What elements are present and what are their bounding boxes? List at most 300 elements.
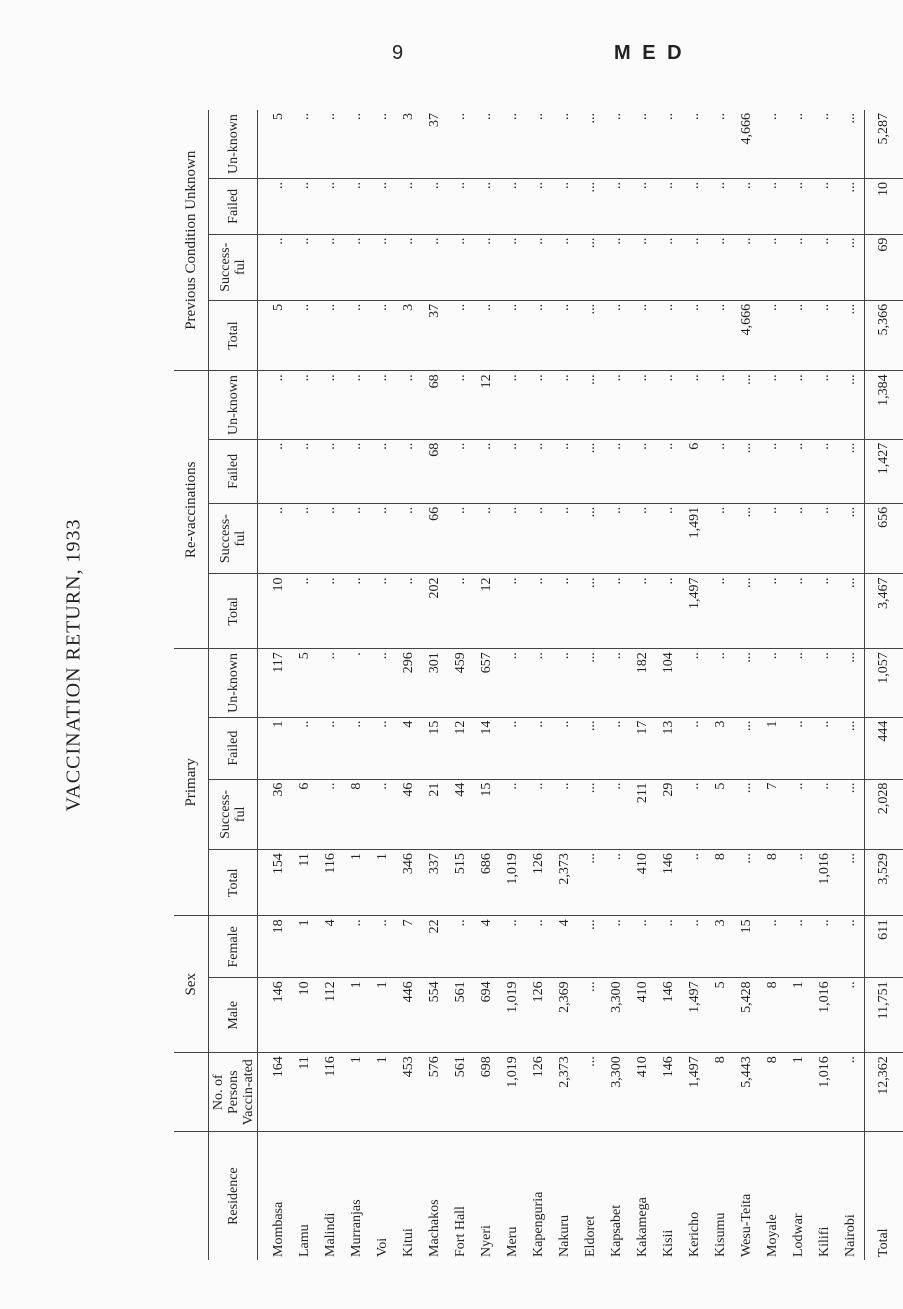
- residence-cell: Lamu: [297, 1224, 312, 1257]
- value-cell: ..: [552, 439, 578, 503]
- value-cell: ..: [370, 234, 396, 300]
- value-cell: ..: [500, 717, 526, 779]
- value-cell: 4,666: [734, 110, 760, 179]
- value-cell: ...: [838, 850, 865, 916]
- value-cell: ..: [318, 110, 344, 179]
- value-cell: ..: [552, 503, 578, 574]
- value-cell: 21: [422, 779, 448, 850]
- value-cell: ..: [838, 916, 865, 978]
- value-cell: ..: [448, 110, 474, 179]
- value-cell: ..: [370, 371, 396, 439]
- table-row: [370, 110, 396, 1260]
- value-cell: 4: [396, 717, 422, 779]
- value-cell: 1: [344, 1053, 370, 1132]
- column-header: Male: [209, 978, 258, 1053]
- value-cell: ..: [526, 717, 552, 779]
- value-cell: ..: [630, 916, 656, 978]
- value-cell: ..: [734, 179, 760, 235]
- value-cell: 17: [630, 717, 656, 779]
- value-cell: 2,369: [552, 978, 578, 1053]
- value-cell: 515: [448, 850, 474, 916]
- value-cell: ..: [682, 649, 708, 717]
- value-cell: 8: [344, 779, 370, 850]
- value-cell: ..: [812, 110, 838, 179]
- value-cell: 3: [396, 300, 422, 371]
- value-cell: ..: [500, 779, 526, 850]
- value-cell: ..: [448, 179, 474, 235]
- value-cell: ..: [370, 439, 396, 503]
- residence-cell: Kapsabet: [609, 1204, 624, 1257]
- value-cell: 3,300: [604, 978, 630, 1053]
- value-cell: ..: [760, 649, 786, 717]
- value-cell: ..: [318, 574, 344, 649]
- value-cell: 66: [422, 503, 448, 574]
- value-cell: ...: [734, 439, 760, 503]
- value-cell: 296: [396, 649, 422, 717]
- value-cell: ..: [812, 439, 838, 503]
- value-cell: ..: [786, 234, 812, 300]
- value-cell: 446: [396, 978, 422, 1053]
- value-cell: 1,427: [865, 439, 903, 503]
- value-cell: ..: [708, 439, 734, 503]
- value-cell: ..: [448, 574, 474, 649]
- residence-cell: Lodwar: [791, 1213, 806, 1257]
- value-cell: ...: [578, 1053, 604, 1132]
- value-cell: ..: [708, 649, 734, 717]
- value-cell: ..: [344, 371, 370, 439]
- value-cell: 444: [865, 717, 903, 779]
- value-cell: 117: [258, 649, 293, 717]
- value-cell: ..: [500, 439, 526, 503]
- value-cell: 11,751: [865, 978, 903, 1053]
- value-cell: 18: [258, 916, 293, 978]
- value-cell: ..: [838, 978, 865, 1053]
- column-header: Total: [209, 300, 258, 371]
- value-cell: 1,019: [500, 1053, 526, 1132]
- value-cell: ..: [604, 717, 630, 779]
- value-cell: ...: [578, 503, 604, 574]
- column-header: Residence: [209, 1132, 258, 1260]
- value-cell: ...: [578, 371, 604, 439]
- value-cell: ..: [552, 574, 578, 649]
- value-cell: 1: [786, 978, 812, 1053]
- value-cell: ...: [578, 978, 604, 1053]
- value-cell: ...: [578, 779, 604, 850]
- value-cell: 11: [292, 850, 318, 916]
- value-cell: 1,019: [500, 850, 526, 916]
- value-cell: ..: [682, 779, 708, 850]
- value-cell: ..: [500, 234, 526, 300]
- value-cell: ..: [604, 234, 630, 300]
- value-cell: 126: [526, 1053, 552, 1132]
- value-cell: ..: [604, 503, 630, 574]
- value-cell: 554: [422, 978, 448, 1053]
- value-cell: 1,016: [812, 850, 838, 916]
- value-cell: ...: [734, 574, 760, 649]
- value-cell: 1,497: [682, 574, 708, 649]
- value-cell: ...: [734, 371, 760, 439]
- value-cell: 6: [682, 439, 708, 503]
- value-cell: ..: [526, 649, 552, 717]
- value-cell: ...: [578, 916, 604, 978]
- value-cell: ..: [630, 300, 656, 371]
- value-cell: ..: [292, 574, 318, 649]
- value-cell: ...: [578, 439, 604, 503]
- value-cell: ..: [500, 916, 526, 978]
- value-cell: ..: [552, 179, 578, 235]
- value-cell: 561: [448, 1053, 474, 1132]
- value-cell: 5,366: [865, 300, 903, 371]
- value-cell: 3,529: [865, 850, 903, 916]
- value-cell: ..: [344, 574, 370, 649]
- total-row: [865, 110, 903, 1260]
- value-cell: ..: [656, 439, 682, 503]
- value-cell: ..: [344, 179, 370, 235]
- value-cell: 1: [344, 978, 370, 1053]
- table-row: [344, 110, 370, 1260]
- value-cell: 5: [258, 110, 293, 179]
- table-row: [838, 110, 865, 1260]
- value-cell: ..: [682, 717, 708, 779]
- value-cell: ..: [526, 110, 552, 179]
- value-cell: 1: [370, 978, 396, 1053]
- value-cell: ..: [812, 179, 838, 235]
- value-cell: ..: [344, 234, 370, 300]
- header-group-residence: [174, 1132, 209, 1260]
- value-cell: ..: [344, 717, 370, 779]
- value-cell: ...: [734, 717, 760, 779]
- table-row: [500, 110, 526, 1260]
- value-cell: ..: [526, 779, 552, 850]
- value-cell: ...: [578, 574, 604, 649]
- value-cell: ..: [760, 300, 786, 371]
- value-cell: 2,373: [552, 1053, 578, 1132]
- value-cell: 1,491: [682, 503, 708, 574]
- table-row: [604, 110, 630, 1260]
- value-cell: 8: [708, 850, 734, 916]
- value-cell: .: [344, 649, 370, 717]
- value-cell: ..: [258, 503, 293, 574]
- value-cell: 5: [708, 779, 734, 850]
- value-cell: ..: [526, 503, 552, 574]
- value-cell: 698: [474, 1053, 500, 1132]
- value-cell: ..: [708, 371, 734, 439]
- value-cell: 8: [760, 978, 786, 1053]
- value-cell: ..: [474, 300, 500, 371]
- residence-cell: Total: [865, 1132, 903, 1260]
- value-cell: ..: [760, 439, 786, 503]
- residence-cell: Nakuru: [557, 1215, 572, 1257]
- vaccination-table: [174, 110, 891, 1260]
- table-row: [734, 110, 760, 1260]
- value-cell: ..: [656, 234, 682, 300]
- value-cell: ..: [526, 371, 552, 439]
- value-cell: 686: [474, 850, 500, 916]
- value-cell: 5,428: [734, 978, 760, 1053]
- residence-cell: Kericho: [687, 1211, 702, 1257]
- value-cell: ..: [292, 439, 318, 503]
- running-head: M E D: [614, 42, 685, 64]
- value-cell: ...: [578, 110, 604, 179]
- value-cell: ..: [500, 179, 526, 235]
- column-header: Total: [209, 574, 258, 649]
- value-cell: ..: [422, 234, 448, 300]
- column-header: No. of Persons Vaccin-ated: [209, 1053, 258, 1132]
- residence-cell: Malindi: [323, 1212, 338, 1257]
- table-row: [656, 110, 682, 1260]
- value-cell: ..: [500, 371, 526, 439]
- value-cell: ..: [760, 916, 786, 978]
- value-cell: 146: [656, 850, 682, 916]
- value-cell: ..: [812, 717, 838, 779]
- value-cell: 410: [630, 850, 656, 916]
- value-cell: ..: [604, 574, 630, 649]
- residence-cell: Meru: [505, 1226, 520, 1257]
- value-cell: ..: [292, 300, 318, 371]
- value-cell: ..: [708, 574, 734, 649]
- value-cell: ..: [526, 574, 552, 649]
- column-header: Failed: [209, 439, 258, 503]
- value-cell: 2,373: [552, 850, 578, 916]
- value-cell: ..: [370, 574, 396, 649]
- header-group-persons: [174, 1053, 209, 1132]
- residence-cell: Kisii: [661, 1229, 676, 1257]
- table-row: [448, 110, 474, 1260]
- value-cell: ...: [838, 439, 865, 503]
- residence-cell: Mombasa: [271, 1201, 286, 1257]
- value-cell: 4: [552, 916, 578, 978]
- value-cell: ..: [448, 439, 474, 503]
- value-cell: ...: [838, 234, 865, 300]
- value-cell: ..: [318, 649, 344, 717]
- value-cell: 5: [258, 300, 293, 371]
- value-cell: 2,028: [865, 779, 903, 850]
- value-cell: ..: [604, 779, 630, 850]
- value-cell: ..: [552, 110, 578, 179]
- table-row: [708, 110, 734, 1260]
- value-cell: ..: [258, 439, 293, 503]
- value-cell: ..: [318, 717, 344, 779]
- value-cell: ..: [448, 234, 474, 300]
- value-cell: ..: [396, 574, 422, 649]
- value-cell: ..: [760, 574, 786, 649]
- value-cell: ..: [370, 717, 396, 779]
- value-cell: ..: [292, 110, 318, 179]
- value-cell: ..: [682, 110, 708, 179]
- value-cell: ..: [604, 371, 630, 439]
- value-cell: 1,497: [682, 978, 708, 1053]
- value-cell: ..: [708, 503, 734, 574]
- value-cell: ..: [760, 179, 786, 235]
- value-cell: ...: [838, 779, 865, 850]
- value-cell: ..: [344, 300, 370, 371]
- value-cell: ..: [318, 439, 344, 503]
- value-cell: ..: [344, 916, 370, 978]
- value-cell: ..: [292, 717, 318, 779]
- table-row: [422, 110, 448, 1260]
- value-cell: 8: [708, 1053, 734, 1132]
- table-row: [292, 110, 318, 1260]
- value-cell: ..: [258, 371, 293, 439]
- value-cell: 164: [258, 1053, 293, 1132]
- value-cell: 4: [318, 916, 344, 978]
- value-cell: 4,666: [734, 300, 760, 371]
- value-cell: ..: [630, 179, 656, 235]
- value-cell: 69: [865, 234, 903, 300]
- value-cell: ..: [370, 916, 396, 978]
- value-cell: ..: [474, 439, 500, 503]
- value-cell: ...: [578, 300, 604, 371]
- value-cell: 29: [656, 779, 682, 850]
- value-cell: ..: [786, 779, 812, 850]
- header-group-row: [174, 110, 209, 1260]
- table-row: [760, 110, 786, 1260]
- value-cell: ..: [474, 503, 500, 574]
- residence-cell: Fort Hall: [453, 1206, 468, 1257]
- value-cell: ..: [786, 371, 812, 439]
- value-cell: ..: [292, 503, 318, 574]
- value-cell: ..: [786, 916, 812, 978]
- column-header: Un-known: [209, 649, 258, 717]
- value-cell: 611: [865, 916, 903, 978]
- value-cell: ..: [760, 371, 786, 439]
- value-cell: ..: [370, 110, 396, 179]
- value-cell: 22: [422, 916, 448, 978]
- value-cell: ..: [258, 179, 293, 235]
- value-cell: ..: [318, 779, 344, 850]
- value-cell: ..: [604, 850, 630, 916]
- value-cell: ..: [630, 439, 656, 503]
- value-cell: ..: [682, 916, 708, 978]
- value-cell: ..: [500, 649, 526, 717]
- value-cell: 37: [422, 300, 448, 371]
- value-cell: ...: [578, 234, 604, 300]
- value-cell: ...: [838, 179, 865, 235]
- value-cell: ..: [760, 110, 786, 179]
- value-cell: ..: [656, 371, 682, 439]
- value-cell: ..: [786, 717, 812, 779]
- value-cell: ..: [656, 503, 682, 574]
- value-cell: 4: [474, 916, 500, 978]
- value-cell: ..: [500, 110, 526, 179]
- value-cell: 10: [865, 179, 903, 235]
- value-cell: 116: [318, 850, 344, 916]
- value-cell: 126: [526, 978, 552, 1053]
- value-cell: ..: [526, 179, 552, 235]
- table-row: [786, 110, 812, 1260]
- value-cell: ..: [526, 300, 552, 371]
- value-cell: 14: [474, 717, 500, 779]
- value-cell: ...: [838, 574, 865, 649]
- residence-cell: Murranjas: [349, 1199, 364, 1257]
- value-cell: ..: [448, 371, 474, 439]
- value-cell: 12,362: [865, 1053, 903, 1132]
- value-cell: ..: [292, 234, 318, 300]
- value-cell: ..: [630, 503, 656, 574]
- value-cell: ..: [474, 179, 500, 235]
- residence-cell: Nairobi: [843, 1214, 858, 1257]
- value-cell: ..: [474, 234, 500, 300]
- value-cell: 3,467: [865, 574, 903, 649]
- column-header: Failed: [209, 717, 258, 779]
- page-number: 9: [392, 42, 404, 64]
- value-cell: ..: [552, 649, 578, 717]
- value-cell: 11: [292, 1053, 318, 1132]
- value-cell: ..: [708, 179, 734, 235]
- value-cell: 561: [448, 978, 474, 1053]
- value-cell: ..: [786, 503, 812, 574]
- value-cell: ..: [630, 574, 656, 649]
- value-cell: 1,016: [812, 1053, 838, 1132]
- value-cell: ..: [682, 371, 708, 439]
- value-cell: ..: [344, 503, 370, 574]
- value-cell: ..: [370, 179, 396, 235]
- value-cell: 182: [630, 649, 656, 717]
- value-cell: ..: [448, 300, 474, 371]
- value-cell: 1: [370, 1053, 396, 1132]
- value-cell: ..: [656, 179, 682, 235]
- value-cell: ...: [838, 717, 865, 779]
- value-cell: ...: [838, 110, 865, 179]
- value-cell: ..: [604, 110, 630, 179]
- value-cell: 1,497: [682, 1053, 708, 1132]
- value-cell: ..: [656, 300, 682, 371]
- value-cell: 1: [292, 916, 318, 978]
- value-cell: ..: [526, 439, 552, 503]
- value-cell: ..: [656, 916, 682, 978]
- value-cell: ..: [422, 179, 448, 235]
- value-cell: ..: [500, 300, 526, 371]
- value-cell: ..: [396, 371, 422, 439]
- residence-cell: Kakamega: [635, 1197, 650, 1257]
- value-cell: 68: [422, 439, 448, 503]
- table-body: [258, 110, 903, 1260]
- value-cell: ..: [396, 234, 422, 300]
- column-header: Success-ful: [209, 779, 258, 850]
- value-cell: ..: [604, 649, 630, 717]
- table-row: [318, 110, 344, 1260]
- value-cell: ..: [656, 110, 682, 179]
- value-cell: 7: [760, 779, 786, 850]
- value-cell: ..: [812, 300, 838, 371]
- column-header: Female: [209, 916, 258, 978]
- value-cell: ..: [292, 179, 318, 235]
- value-cell: ..: [552, 779, 578, 850]
- value-cell: 1,057: [865, 649, 903, 717]
- value-cell: ...: [578, 717, 604, 779]
- value-cell: ..: [370, 649, 396, 717]
- residence-cell: Nyeri: [479, 1225, 494, 1257]
- value-cell: ...: [838, 300, 865, 371]
- value-cell: ..: [786, 300, 812, 371]
- value-cell: ..: [396, 503, 422, 574]
- value-cell: 1: [258, 717, 293, 779]
- value-cell: 1: [786, 1053, 812, 1132]
- header-group-primary: Primary: [174, 649, 209, 916]
- value-cell: ..: [344, 439, 370, 503]
- value-cell: 5: [292, 649, 318, 717]
- value-cell: 410: [630, 1053, 656, 1132]
- value-cell: 1: [760, 717, 786, 779]
- value-cell: ..: [812, 234, 838, 300]
- value-cell: 1,019: [500, 978, 526, 1053]
- value-cell: ..: [526, 916, 552, 978]
- value-cell: 5,287: [865, 110, 903, 179]
- value-cell: ..: [812, 574, 838, 649]
- residence-cell: Machakos: [427, 1199, 442, 1257]
- value-cell: 459: [448, 649, 474, 717]
- value-cell: ..: [708, 300, 734, 371]
